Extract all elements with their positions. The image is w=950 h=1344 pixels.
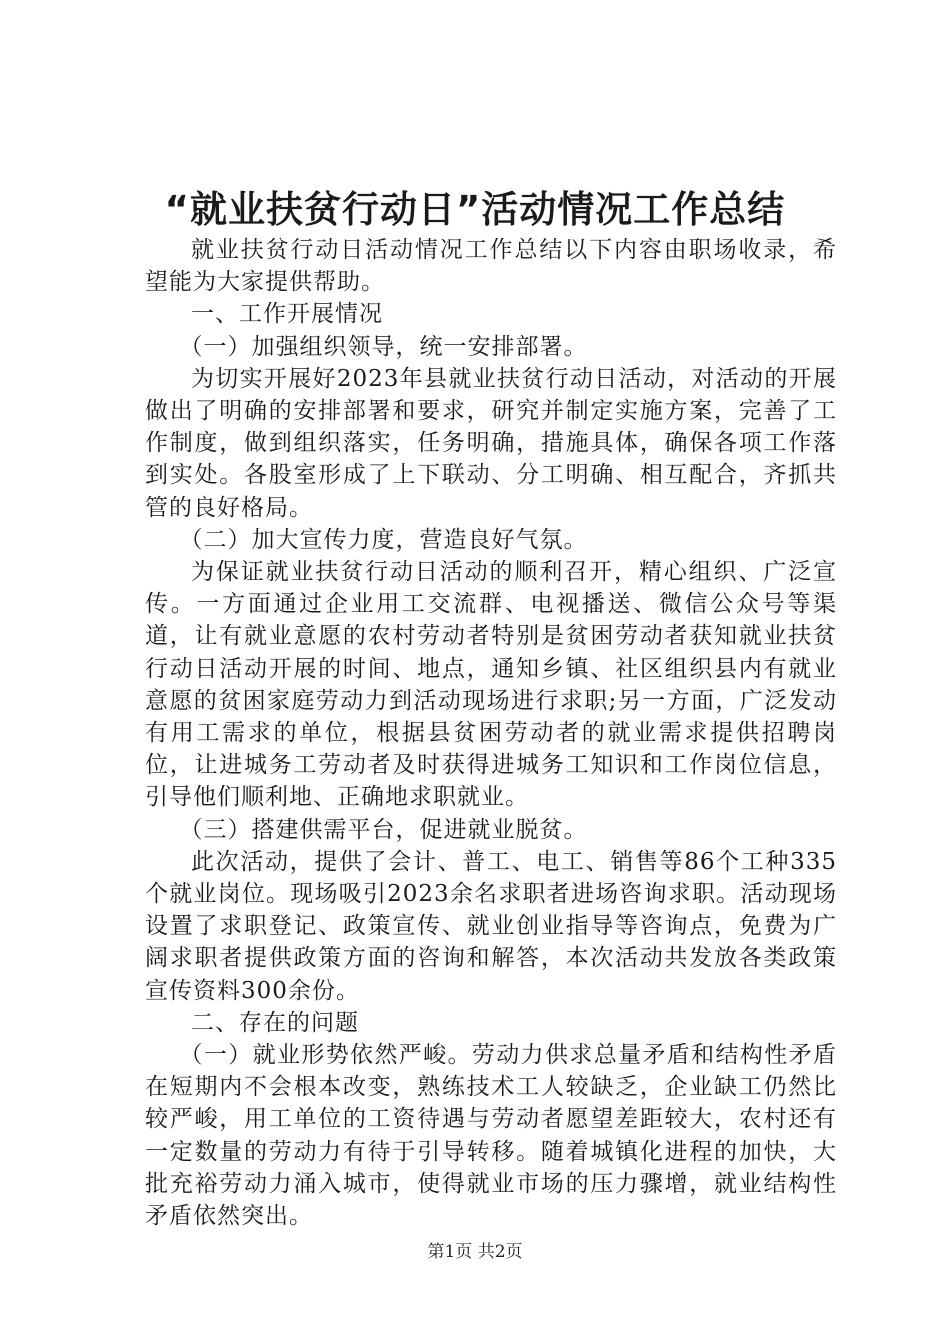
subsection-heading-1-3: （三）搭建供需平台，促进就业脱贫。 [179, 816, 588, 843]
subsection-heading-1-2: （二）加大宣传力度，营造良好气氛。 [179, 526, 588, 553]
document-body [145, 234, 837, 1232]
body-paragraph: 为切实开展好2023年县就业扶贫行动日活动，对活动的开展做出了明确的安排部署和要求，研究并制定实施方案，完善了工作制度，做到组织落实，任务明确，措施具体，确保各项工作落到实处。各股室形成了上下联动、分工明确、相互配合，齐抓共管的良好格局。 [145, 365, 837, 521]
page-footer: 第1页 共2页 [427, 1242, 523, 1262]
section-heading-2: 二、存在的问题 [191, 1009, 359, 1036]
document-title: “就业扶贫行动日”活动情况工作总结 [164, 188, 786, 231]
body-paragraph: 为保证就业扶贫行动日活动的顺利召开，精心组织、广泛宣传。一方面通过企业用工交流群、电视播送、微信公众号等渠道，让有就业意愿的农村劳动者特别是贫困劳动者获知就业扶贫行动日活动开展的时间、地点，通知乡镇、社区组织县内有就业意愿的贫困家庭劳动力到活动现场进行求职;另一方面，广泛发动有用工需求的单位，根据县贫困劳动者的就业需求提供招聘岗位，让进城务工劳动者及时获得进城务工知识和工作岗位信息，引导他们顺利地、正确地求职就业。 [145, 559, 837, 811]
body-paragraph: 此次活动，提供了会计、普工、电工、销售等86个工种335个就业岗位。现场吸引2023余名求职者进场咨询求职。活动现场设置了求职登记、政策宣传、就业创业指导等咨询点，免费为广阔求职者提供政策方面的咨询和解答，本次活动共发放各类政策宣传资料300余份。 [145, 848, 837, 1004]
intro-paragraph: 就业扶贫行动日活动情况工作总结以下内容由职场收录，希望能为大家提供帮助。 [145, 237, 837, 296]
subsection-heading-1-1: （一）加强组织领导，统一安排部署。 [179, 333, 588, 360]
body-paragraph: （一）就业形势依然严峻。劳动力供求总量矛盾和结构性矛盾在短期内不会根本改变，熟练技术工人较缺乏，企业缺工仍然比较严峻，用工单位的工资待遇与劳动者愿望差距较大，农村还有一定数量的劳动力有待于引导转移。随着城镇化进程的加快，大批充裕劳动力涌入城市，使得就业市场的压力骤增，就业结构性矛盾依然突出。 [145, 1042, 837, 1230]
section-heading-1: 一、工作开展情况 [191, 301, 383, 328]
